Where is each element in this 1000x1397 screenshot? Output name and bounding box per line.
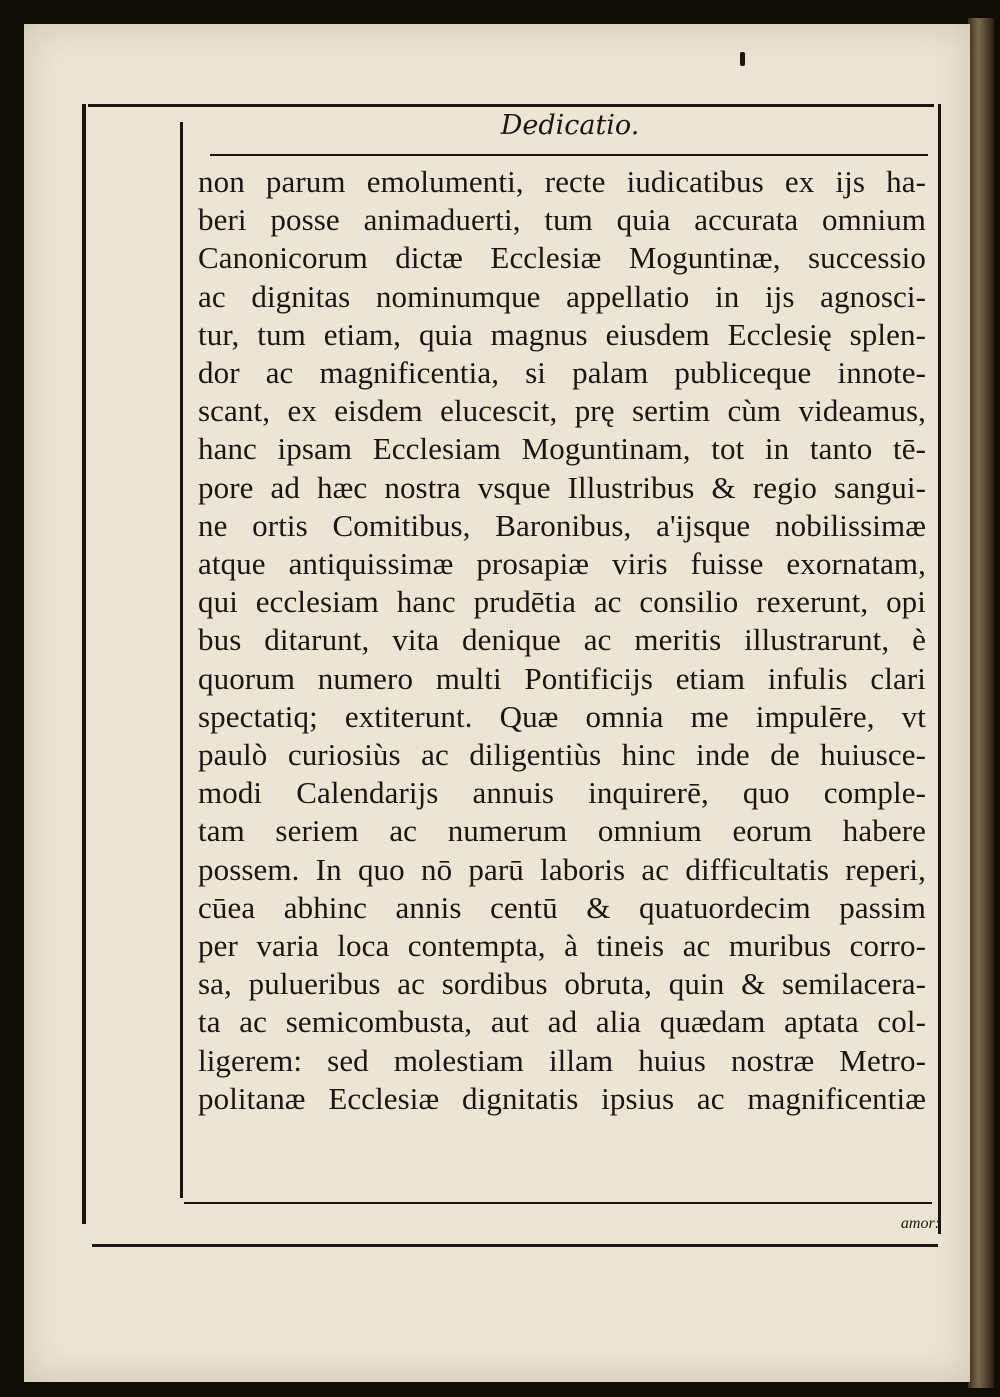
page-edge <box>968 18 994 1388</box>
bottom-rule <box>92 1244 938 1247</box>
text-line: ac dignitas nominumque appellatio in ijs agnosci- <box>198 278 926 314</box>
text-line: per varia loca contempta, à tineis ac muribus corro- <box>198 928 926 964</box>
text-line: ta ac semicombusta, aut ad alia quædam aptata col- <box>198 1004 926 1040</box>
ink-mark <box>740 52 745 66</box>
running-head: Dedicatio. <box>500 110 640 141</box>
text-line: bus ditarunt, vita denique ac meritis illustrarunt, è <box>198 622 926 658</box>
catchword: amor: <box>900 1215 940 1232</box>
text-line: qui ecclesiam hanc prudētia ac consilio rexerunt, opi <box>198 584 926 620</box>
text-line: quorum numero multi Pontificijs etiam infulis clari <box>198 660 926 696</box>
text-line: tam seriem ac numerum omnium eorum habere <box>198 813 926 849</box>
text-line: pore ad hæc nostra vsque Illustribus & regio sangui- <box>198 469 926 505</box>
text-line: tur, tum etiam, quia magnus eiusdem Ecclesię splen- <box>198 316 926 352</box>
text-line: Canonicorum dictæ Ecclesiæ Moguntinæ, successio <box>198 240 926 276</box>
right-rule <box>938 104 941 1234</box>
text-line: modi Calendarijs annuis inquirerē, quo comple- <box>198 775 926 811</box>
left-inner-rule <box>180 122 183 1198</box>
text-line: scant, ex eisdem elucescit, prę sertim cùm videamus, <box>198 393 926 429</box>
text-line: non parum emolumenti, recte iudicatibus ex ijs ha- <box>198 164 926 199</box>
text-line: hanc ipsam Ecclesiam Moguntinam, tot in tanto tē- <box>198 431 926 467</box>
text-line: politanæ Ecclesiæ dignitatis ipsius ac magnificentiæ <box>198 1080 926 1116</box>
text-line: ligerem: sed molestiam illam huius nostræ Metro- <box>198 1042 926 1078</box>
text-line: cūea abhinc annis centū & quatuordecim passim <box>198 889 926 925</box>
text-line: dor ac magnificentia, si palam publiceque innote- <box>198 355 926 391</box>
text-line: possem. In quo nō parū laboris ac difficultatis reperi, <box>198 851 926 887</box>
text-line: sa, pulueribus ac sordibus obruta, quin & semilacera- <box>198 966 926 1002</box>
header-rule <box>210 154 928 156</box>
text-line: spectatiq; extiterunt. Quæ omnia me impulēre, vt <box>198 698 926 734</box>
text-line: ne ortis Comitibus, Baronibus, a'ijsque nobilissimæ <box>198 507 926 543</box>
text-line: paulò curiosiùs ac diligentiùs hinc inde de huiusce- <box>198 737 926 773</box>
left-outer-rule <box>82 104 86 1224</box>
footer-inner-rule <box>184 1202 932 1204</box>
text-line: atque antiquissimæ prosapiæ viris fuisse exornatam, <box>198 546 926 582</box>
text-line: beri posse animaduerti, tum quia accurata omnium <box>198 202 926 238</box>
body-text <box>198 163 926 1118</box>
top-rule <box>88 104 934 107</box>
